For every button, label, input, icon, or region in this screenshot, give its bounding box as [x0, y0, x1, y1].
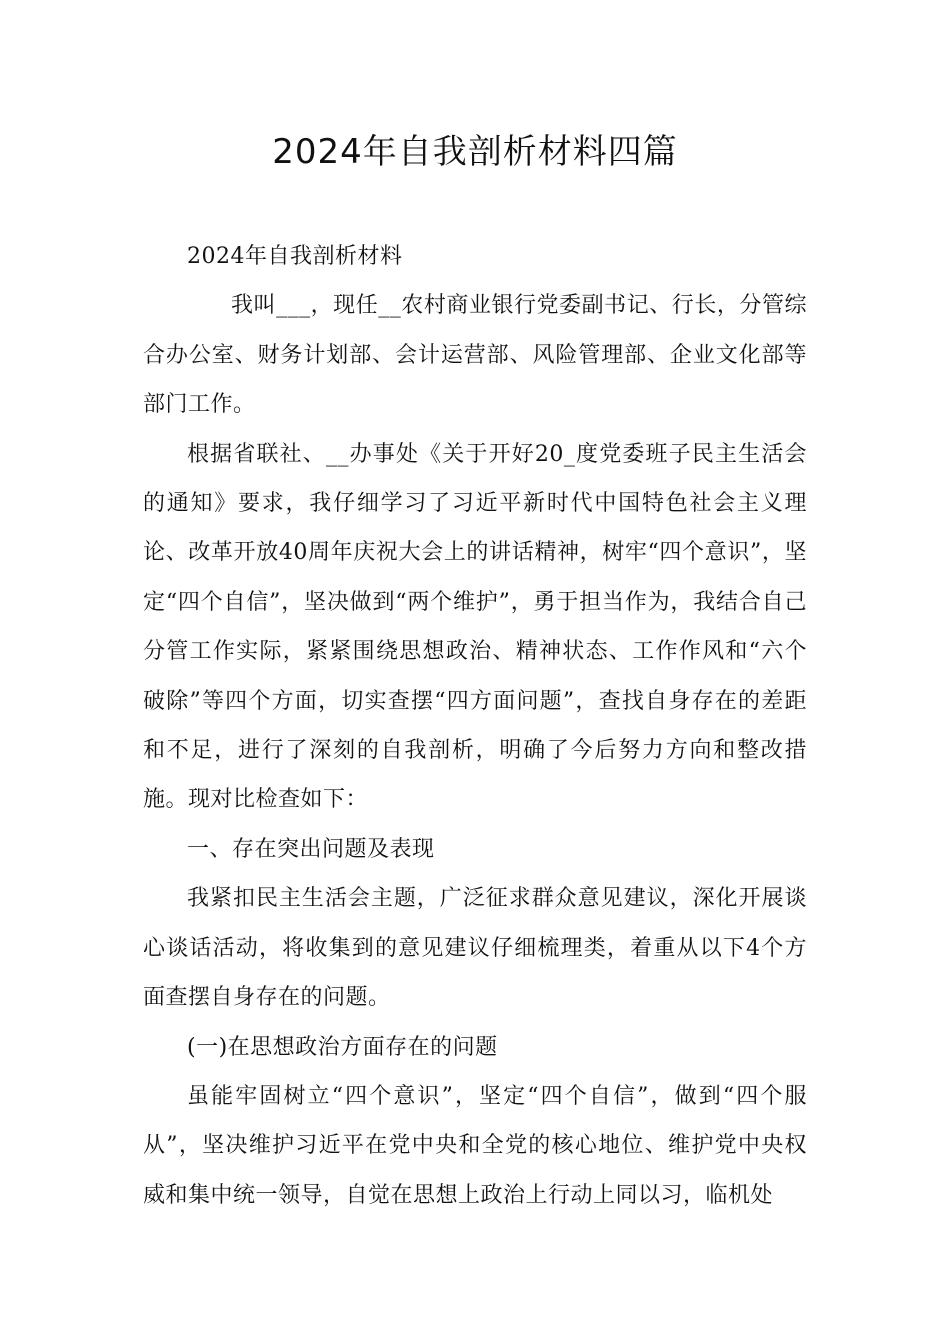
document-body: [143, 232, 807, 1220]
paragraph-problem-overview: 我紧扣民主生活会主题，广泛征求群众意见建议，深化开展谈心谈话活动，将收集到的意见建议仔细梳理类，着重从以下4个方面查摆自身存在的问题。: [143, 886, 807, 1011]
section-heading-problems: 一、存在突出问题及表现: [187, 836, 435, 862]
paragraph-subtitle: 2024年自我剖析材料: [187, 244, 403, 269]
paragraph-political-problems: 虽能牢固树立“四个意识”，坚定“四个自信”，做到“四个服从”，坚决维护习近平在党中央和全党的核心地位、维护党中央权威和集中统一领导，自觉在思想上政治上行动上同以习，临机处: [143, 1083, 807, 1208]
subsection-heading-political: (一)在思想政治方面存在的问题: [187, 1034, 498, 1060]
paragraph-self-introduction: 我叫___，现任__农村商业银行党委副书记、行长，分管综合办公室、财务计划部、会计运营部、风险管理部、企业文化部等部门工作。: [143, 293, 807, 418]
paragraph-background: 根据省联社、__办事处《关于开好20_度党委班子民主生活会的通知》要求，我仔细学习了习近平新时代中国特色社会主义理论、改革开放40周年庆祝大会上的讲话精神，树牢“四个意识”，坚定“四个自信”，坚决做到“两个维护”，勇于担当作为，我结合自己分管工作实际，紧紧围绕思想政治、精神状态、工作作风和“六个破除”等四个方面，切实查摆“四方面问题”，查找自身存在的差距和不足，进行了深刻的自我剖析，明确了今后努力方向和整改措施。现对比检查如下：: [143, 441, 807, 813]
document-title: 2024年自我剖析材料四篇: [272, 132, 678, 172]
